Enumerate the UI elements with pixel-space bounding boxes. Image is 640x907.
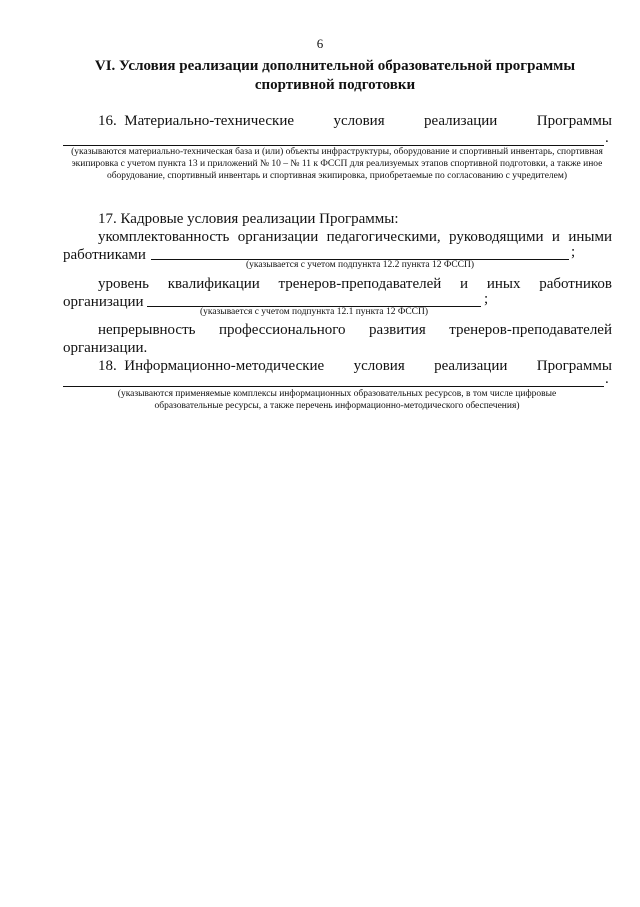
item-17-title: 17. Кадровые условия реализации Программы: [98, 211, 399, 227]
qualification-note: (указывается с учетом подпункта 12.1 пункта 12 ФССП) [199, 307, 429, 317]
item-16-line [98, 112, 612, 130]
continuity-tail: организации. [63, 340, 148, 356]
staffing-note: (указывается с учетом подпункта 12.2 пункта 12 ФССП) [245, 260, 475, 270]
item-16-end: . [605, 130, 609, 146]
qualification-word: и [460, 276, 469, 292]
item-18-line [98, 357, 612, 375]
continuity-line [98, 321, 612, 339]
staffing-word: иными [568, 229, 612, 245]
staffing-end: ; [571, 244, 576, 260]
section-heading-line-1: VI. Условия реализации дополнительной образовательной программы [94, 58, 576, 74]
qualification-word: тренеров-преподавателей [278, 276, 442, 292]
item-16-note: (указываются материально-техническая база и (или) объекты инфраструктуры, оборудование и спортивный инвентарь, спортивная экипировка с учетом пункта 13 и приложений № 10 – № 11 к ФССП для реализуемых этапов спортивной подготовки, а также иное оборудование, спортивный инвентарь и спортивная экипировка, приобретаемые по согласованию с учредителем) [71, 147, 603, 181]
qualification-word: квалификации [167, 276, 260, 292]
item-18-number-and-word: 18. Информационно-методические [98, 358, 325, 374]
section-heading-line-2: спортивной подготовки [254, 77, 416, 93]
item-18-note-line-2: образовательные ресурсы, а также перечень информационно-методического обеспечения) [154, 401, 520, 411]
staffing-word: педагогическими, [326, 229, 441, 245]
item-18-word: реализации [434, 358, 508, 374]
section-heading [60, 57, 610, 95]
continuity-word: профессионального [218, 322, 346, 338]
item-18-note-line-1: (указываются применяемые комплексы информационных образовательных ресурсов, в том числе цифровые [117, 389, 557, 399]
staffing-word: руководящими [449, 229, 544, 245]
item-16-word: условия [333, 113, 385, 129]
qualification-word: иных [486, 276, 521, 292]
staffing-line [98, 228, 612, 246]
continuity-word: тренеров-преподавателей [449, 322, 612, 338]
staffing-word: и [551, 229, 560, 245]
page-number: 6 [316, 36, 324, 51]
item-18-note [58, 388, 616, 412]
qualification-line [98, 275, 612, 293]
item-18-fill-line [63, 386, 604, 387]
staffing-tail: работниками [63, 247, 146, 263]
qualification-end: ; [484, 291, 489, 307]
staffing-word: организации [237, 229, 319, 245]
item-16-number-and-word: 16. Материально-технические [98, 113, 295, 129]
continuity-word: непрерывность [98, 322, 196, 338]
item-18-word: Программы [536, 358, 612, 374]
item-16-word: Программы [536, 113, 612, 129]
qualification-word: уровень [98, 276, 150, 292]
continuity-word: развития [369, 322, 426, 338]
item-18-word: условия [353, 358, 405, 374]
staffing-word: укомплектованность [98, 229, 230, 245]
qualification-tail: организации [63, 294, 144, 310]
item-18-end: . [605, 371, 609, 387]
qualification-word: работников [539, 276, 612, 292]
item-16-word: реализации [424, 113, 498, 129]
